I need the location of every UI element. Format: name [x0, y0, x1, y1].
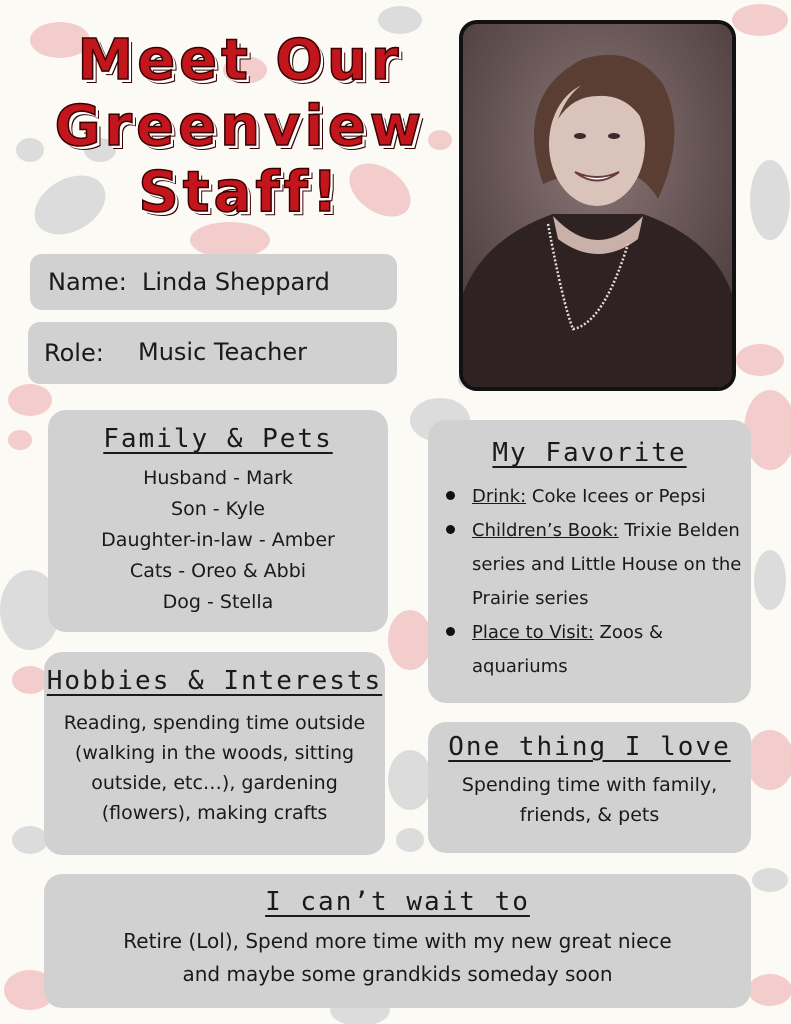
role-field: [28, 322, 397, 384]
family-pets-heading: Family & Pets: [103, 424, 333, 454]
name-label: Name:: [48, 268, 127, 296]
portrait-image: [463, 24, 732, 387]
name-value: Linda Sheppard: [142, 268, 330, 296]
hobbies-box: [44, 652, 385, 855]
name-field: [30, 254, 397, 310]
favorite-drink: [428, 480, 751, 514]
favorite-label: Children’s Book:: [472, 520, 619, 541]
wait-text-line-2: and maybe some grandkids someday soon: [182, 962, 613, 986]
family-item: Cats - Oreo & Abbi: [129, 560, 307, 582]
page-title: [30, 28, 450, 226]
wait-heading: I can’t wait to: [265, 887, 530, 917]
staff-photo: [459, 20, 736, 391]
favorites-heading: My Favorite: [492, 438, 687, 468]
favorite-text: Zoos & aquariums: [472, 622, 664, 677]
favorites-box: [428, 420, 751, 703]
title-line-2: Greenview: [54, 94, 426, 159]
title-line-3: Staff!: [138, 160, 342, 225]
favorite-book: [428, 514, 751, 616]
role-label: Role:: [44, 339, 104, 367]
family-item: Son - Kyle: [171, 498, 265, 520]
role-value: Music Teacher: [138, 338, 308, 366]
favorites-list: [428, 480, 751, 684]
love-heading: One thing I love: [448, 732, 731, 762]
title-line-1: Meet Our: [77, 28, 403, 93]
family-item: Husband - Mark: [143, 467, 293, 489]
wait-box: [44, 874, 751, 1008]
family-item: Daughter-in-law - Amber: [101, 529, 335, 551]
favorite-place: [428, 616, 751, 684]
hobbies-heading: Hobbies & Interests: [46, 666, 383, 696]
favorite-label: Drink:: [472, 486, 527, 507]
love-box: [428, 722, 751, 853]
wait-text-line-1: Retire (Lol), Spend more time with my new great niece: [123, 929, 672, 953]
favorite-text: Coke Icees or Pepsi: [531, 486, 706, 507]
family-item: Dog - Stella: [162, 591, 274, 613]
hobbies-text: Reading, spending time outside (walking in the woods, sitting outside, etc…), gardening (flowers), making crafts: [63, 712, 366, 824]
favorite-label: Place to Visit:: [472, 622, 594, 643]
love-text: Spending time with family, friends, & pets: [461, 774, 718, 826]
favorite-text: Trixie Belden series and Little House on the Prairie series: [472, 520, 742, 609]
family-pets-box: [48, 410, 388, 632]
